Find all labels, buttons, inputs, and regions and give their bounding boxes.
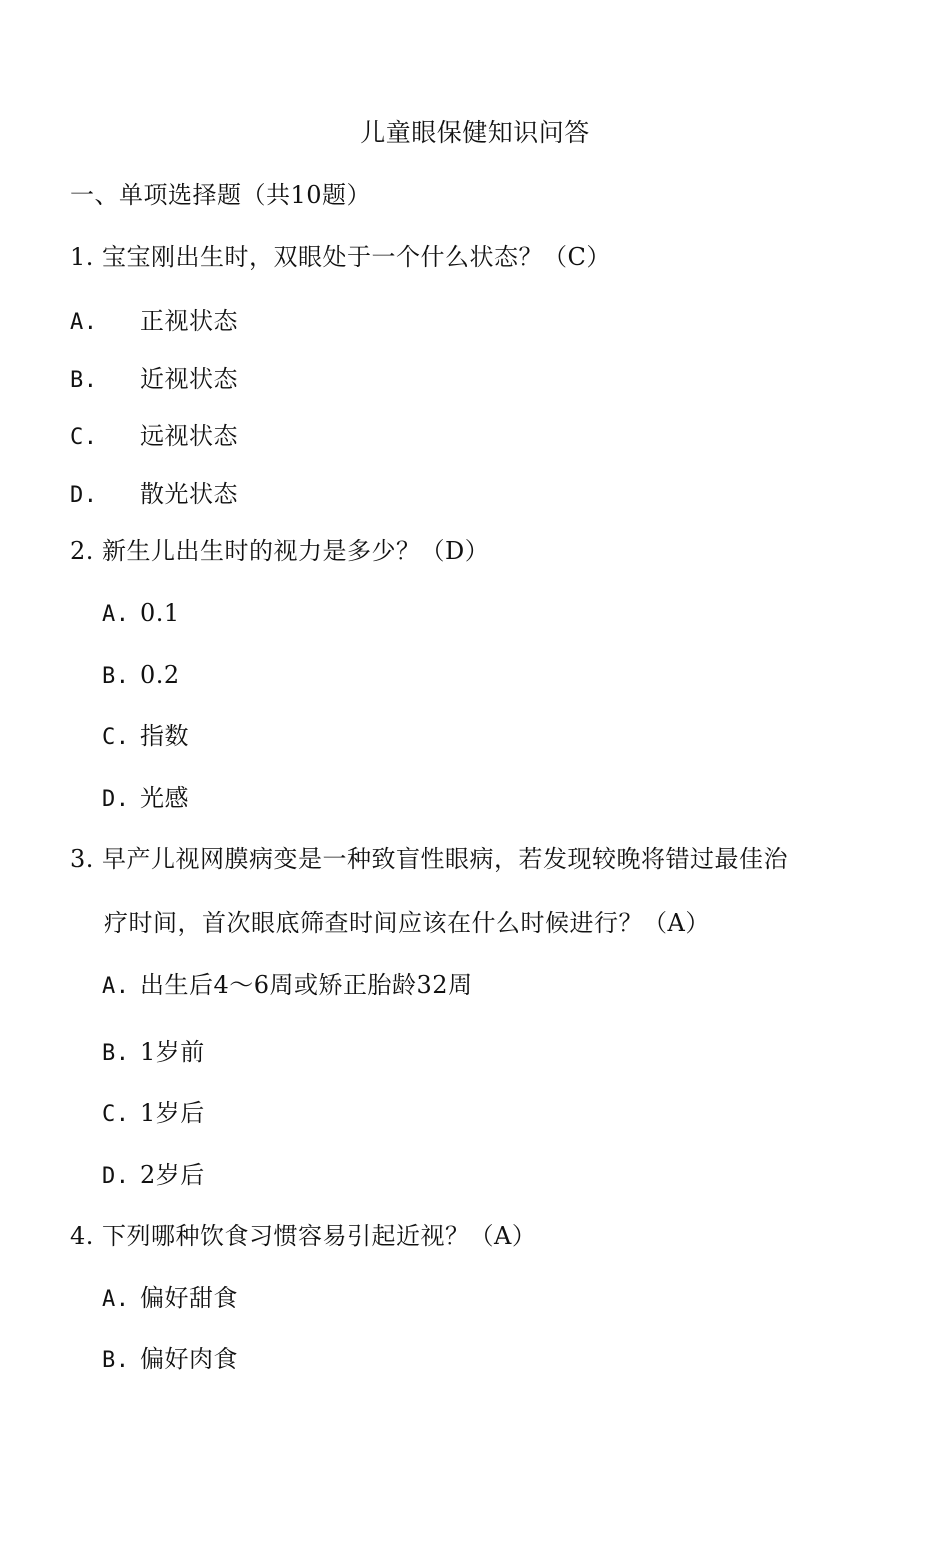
page-title: 儿童眼保健知识问答 — [360, 118, 590, 147]
q2-option-a — [102, 598, 180, 630]
question-4: 4. 下列哪种饮食习惯容易引起近视？（A） — [70, 1222, 537, 1250]
option-letter: B. — [102, 1041, 130, 1066]
option-text: 1岁后 — [140, 1099, 205, 1127]
option-letter: B. — [102, 1348, 130, 1373]
option-letter: B. — [70, 368, 98, 393]
option-letter: C. — [102, 725, 130, 750]
option-letter: B. — [102, 664, 130, 689]
question-3-line-2: 疗时间，首次眼底筛查时间应该在什么时候进行？（A） — [104, 909, 710, 937]
option-text: 出生后4〜6周或矫正胎龄32周 — [140, 971, 473, 999]
question-2: 2. 新生儿出生时的视力是多少？（D） — [70, 537, 490, 565]
option-text: 0.1 — [140, 599, 180, 627]
option-text: 远视状态 — [140, 422, 238, 450]
q1-option-b — [70, 364, 238, 396]
option-text: 指数 — [140, 722, 189, 750]
q3-option-c — [102, 1098, 205, 1130]
option-text: 光感 — [140, 784, 189, 812]
q3-option-d — [102, 1160, 205, 1192]
option-text: 正视状态 — [140, 307, 238, 335]
question-3-line-1: 3. 早产儿视网膜病变是一种致盲性眼病，若发现较晚将错过最佳治 — [70, 845, 789, 873]
option-letter: D. — [102, 787, 130, 812]
q2-option-c — [102, 721, 189, 753]
q3-option-b — [102, 1037, 205, 1069]
q1-option-c — [70, 421, 238, 453]
option-letter: A. — [102, 602, 130, 627]
option-letter: D. — [102, 1164, 130, 1189]
option-text: 0.2 — [140, 661, 180, 689]
option-letter: A. — [102, 1287, 130, 1312]
option-text: 近视状态 — [140, 365, 238, 393]
q3-option-a — [102, 970, 473, 1002]
option-letter: C. — [70, 425, 98, 450]
option-letter: D. — [70, 483, 98, 508]
q1-option-a — [70, 306, 238, 338]
option-text: 2岁后 — [140, 1161, 205, 1189]
q1-option-d — [70, 479, 238, 511]
option-text: 偏好肉食 — [140, 1345, 238, 1373]
option-text: 1岁前 — [140, 1038, 205, 1066]
section-heading: 一、单项选择题（共10题） — [70, 181, 372, 209]
q4-option-b — [102, 1344, 238, 1376]
option-text: 偏好甜食 — [140, 1284, 238, 1312]
q2-option-b — [102, 660, 180, 692]
q2-option-d — [102, 783, 189, 815]
q4-option-a — [102, 1283, 238, 1315]
option-text: 散光状态 — [140, 480, 238, 508]
option-letter: C. — [102, 1102, 130, 1127]
option-letter: A. — [102, 974, 130, 999]
question-1: 1. 宝宝刚出生时，双眼处于一个什么状态？（C） — [70, 243, 611, 271]
option-letter: A. — [70, 310, 98, 335]
